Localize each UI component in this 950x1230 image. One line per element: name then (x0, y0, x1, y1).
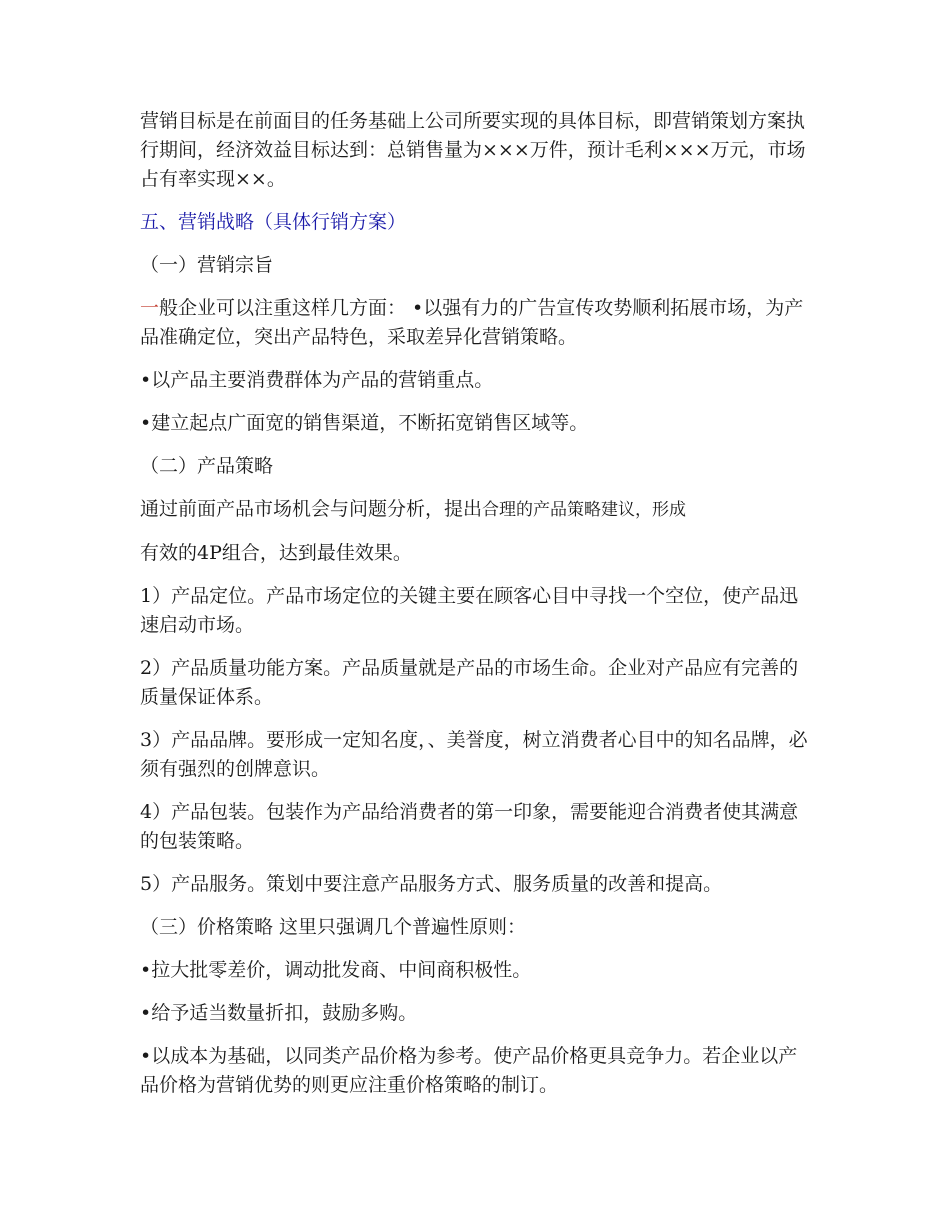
sub2-body-a-text: 通过前面产品市场机会与问题分析，提出 (140, 498, 483, 520)
sub2-body-a-small: 合理的产品策略建议，形成 (482, 500, 687, 520)
sub2-heading: （二）产品策略 (140, 455, 274, 477)
sub1-body: 般企业可以注重这样几方面： •以强有力的广告宣传攻势顺利拓展市场，为产品准确定位，突出产品特色，采取差异化营销策略。 (140, 297, 804, 348)
sub2-body-a (140, 495, 812, 525)
sub1-bullet-1: •以产品主要消费群体为产品的营销重点。 (140, 369, 494, 391)
product-item-1: 1）产品定位。产品市场定位的关键主要在顾客心目中寻找一个空位，使产品迅速启动市场。 (140, 585, 799, 636)
section5-heading: 五、营销战略（具体行销方案） (140, 211, 407, 233)
intro-paragraph: 营销目标是在前面目的任务基础上公司所要实现的具体目标，即营销策划方案执行期间，经济效益目标达到：总销售量为×××万件，预计毛利×××万元，市场占有率实现××。 (140, 110, 806, 190)
sub3-bullet-2: •给予适当数量折扣，鼓励多购。 (140, 1002, 418, 1024)
product-item-5: 5）产品服务。策划中要注意产品服务方式、服务质量的改善和提高。 (140, 873, 723, 895)
sub1-bullet-2: •建立起点广面宽的销售渠道，不断拓宽销售区域等。 (140, 412, 589, 434)
sub1-paragraph (140, 294, 812, 352)
sub3-heading: （三）价格策略 这里只强调几个普遍性原则： (140, 916, 527, 938)
product-item-2: 2）产品质量功能方案。产品质量就是产品的市场生命。企业对产品应有完善的质量保证体系。 (140, 657, 799, 708)
sub3-bullet-1: •拉大批零差价，调动批发商、中间商积极性。 (140, 959, 532, 981)
sub1-heading: （一）营销宗旨 (140, 254, 274, 276)
product-item-3: 3）产品品牌。要形成一定知名度，、美誉度，树立消费者心目中的知名品牌，必须有强烈的创牌意识。 (140, 729, 808, 780)
product-item-4: 4）产品包装。包装作为产品给消费者的第一印象，需要能迎合消费者使其满意的包装策略。 (140, 801, 799, 852)
document-page (140, 107, 812, 1114)
sub2-body-b: 有效的4P组合，达到最佳效果。 (140, 542, 412, 564)
sub3-bullet-3: •以成本为基础，以同类产品价格为参考。使产品价格更具竞争力。若企业以产品价格为营销优势的则更应注重价格策略的制订。 (140, 1045, 798, 1096)
sub1-first-char: 一 (140, 297, 160, 319)
